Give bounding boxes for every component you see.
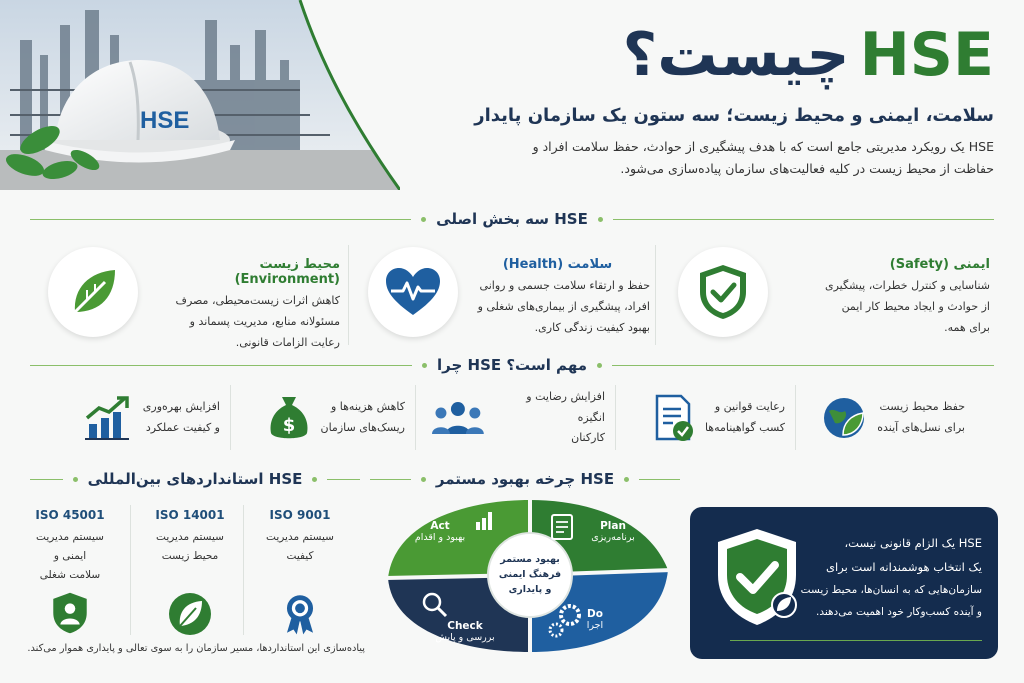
page-subtitle: سلامت، ایمنی و محیط زیست؛ سه ستون یک سازمان پایدار (474, 105, 994, 126)
why-item-cost (255, 388, 405, 448)
callout-text: HSE یک الزام قانونی نیست، یک انتخاب هوشمندانه است برای سازمان‌هایی که به انسان‌ها، محیط زیست و آینده کسب‌وکار خود اهمیت می‌دهند. (800, 536, 982, 619)
part-desc-safety: شناسایی و کنترل خطرات، پیشگیری از حوادث و ایجاد محیط کار ایمن برای همه. (824, 279, 990, 334)
part-environment (40, 243, 340, 353)
hero-image (0, 0, 400, 190)
cycle-label-plan: Plan برنامه‌ریزی (591, 520, 635, 543)
growth-chart-icon (83, 394, 133, 442)
why-text: کاهش هزینه‌ها و ریسک‌های سازمان (320, 400, 405, 434)
svg-text:$: $ (282, 415, 295, 436)
cycle-label-do: Do اجرا (586, 608, 604, 631)
divider (655, 245, 656, 345)
cycle-label-act: Act بهبود و اقدام (414, 520, 466, 543)
part-title-environment: محیط زیست (Environment) (234, 257, 340, 287)
standard-code: ISO 45001 (35, 508, 105, 522)
part-health (360, 243, 650, 353)
section-header-standards (30, 470, 360, 488)
standard-iso-9001 (245, 508, 355, 640)
cycle-label-check: Check بررسی و پایش (435, 620, 495, 643)
title-question: چیست؟ (622, 20, 850, 90)
part-desc-environment: کاهش اثرات زیست‌محیطی، مصرف مسئولانه منابع، مدیریت پسماند و رعایت الزامات قانونی. (175, 294, 340, 349)
pdca-cycle-diagram (380, 490, 680, 660)
why-item-compliance (635, 388, 785, 448)
header (434, 20, 994, 180)
section-header-why (30, 356, 994, 374)
standard-code: ISO 9001 (269, 508, 331, 522)
section-title-why: چرا HSE مهم است؟ (437, 356, 588, 374)
why-item-productivity (60, 388, 220, 448)
divider (348, 245, 349, 345)
part-title-health: سلامت (Health) (502, 257, 613, 272)
leaf-icon (168, 592, 212, 636)
standard-desc: سیستم مدیریت ایمنی و سلامت شغلی (36, 531, 104, 581)
divider (615, 385, 616, 450)
why-text: رعایت قوانین و کسب گواهینامه‌ها (704, 400, 785, 434)
divider (130, 505, 131, 635)
intro-text (434, 136, 994, 180)
title-hse: HSE (859, 20, 994, 90)
globe-leaf-icon (821, 395, 867, 441)
why-text: افزایش رضایت و انگیزه کارکنان (526, 389, 605, 445)
part-desc-health: حفظ و ارتقاء سلامت جسمی و روانی افراد، پیشگیری از بیماری‌های شغلی و بهبود کیفیت زندگی کاری. (477, 279, 650, 334)
document-check-icon (653, 393, 695, 443)
intro-line-2: حفاظت از محیط زیست در کلیه فعالیت‌های سازمان پیاده‌سازی می‌شود. (620, 160, 994, 176)
why-item-environment (815, 388, 965, 448)
why-item-satisfaction (430, 388, 605, 448)
standard-iso-45001 (15, 508, 125, 639)
standard-code: ISO 14001 (155, 508, 225, 522)
section-header-parts (30, 210, 994, 228)
section-title-cycle: چرخه بهبود مستمر HSE (435, 470, 615, 488)
cycle-center-text: بهبود مستمر فرهنگ ایمنی و پایداری (498, 554, 562, 596)
award-icon (278, 592, 322, 636)
section-title-parts: سه بخش اصلی HSE (436, 210, 588, 228)
standard-desc: سیستم مدیریت محیط زیست (156, 531, 224, 562)
team-icon (430, 398, 486, 438)
why-text: افزایش بهره‌وری و کیفیت عملکرد (142, 400, 220, 434)
divider (795, 385, 796, 450)
divider (415, 385, 416, 450)
page-title (434, 20, 994, 90)
standard-desc: سیستم مدیریت کیفیت (266, 531, 334, 562)
leaf-icon (48, 247, 138, 337)
heart-pulse-icon (368, 247, 458, 337)
divider (230, 385, 231, 450)
divider (730, 640, 982, 641)
part-title-safety: ایمنی (Safety) (889, 257, 990, 272)
callout-box (690, 507, 998, 659)
part-safety (670, 243, 990, 353)
shield-check-icon (678, 247, 768, 337)
money-bag-icon (267, 393, 311, 443)
worker-shield-icon (48, 591, 92, 635)
helmet-logo: HSE (140, 107, 190, 134)
intro-line-1: HSE یک رویکرد مدیریتی جامع است که با هدف پیشگیری از حوادث، حفظ سلامت افراد و (532, 139, 994, 154)
standard-iso-14001 (135, 508, 245, 640)
standards-note: پیاده‌سازی این استانداردها، مسیر سازمان را به سوی تعالی و پایداری هموار می‌کند. (27, 643, 365, 654)
section-title-standards: استانداردهای بین‌المللی HSE (87, 470, 303, 488)
section-header-cycle (370, 470, 680, 488)
why-text: حفظ محیط زیست برای نسل‌های آینده (877, 400, 965, 434)
shield-check-icon (712, 525, 802, 630)
